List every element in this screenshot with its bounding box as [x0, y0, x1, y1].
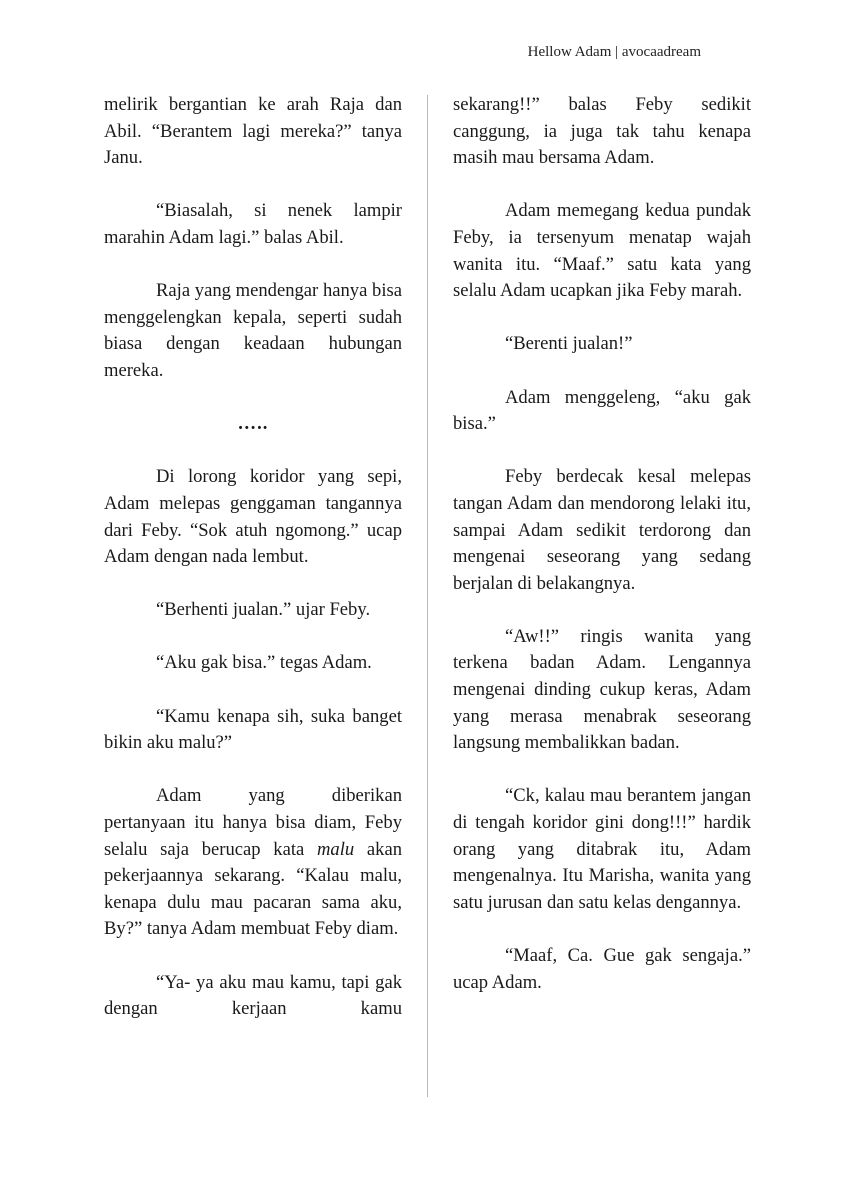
paragraph-text: akan pekerjaannya sekarang. “Kalau malu, kenapa dulu mau pacaran sama aku, By?” tanya Adam membuat Feby diam. — [104, 838, 402, 940]
scene-break: ….. — [237, 413, 269, 435]
paragraph: Di lorong koridor yang sepi, Adam melepas genggaman tangannya dari Feby. “Sok atuh ngomong.” ucap Adam dengan nada lembut. — [104, 466, 402, 568]
paragraph: “Ya- ya aku mau kamu, tapi gak dengan kerjaan kamu — [104, 971, 402, 1020]
paragraph: “Biasalah, si nenek lampir marahin Adam lagi.” balas Abil. — [104, 200, 402, 248]
column-divider — [427, 95, 428, 1097]
paragraph: “Berhenti jualan.” ujar Feby. — [156, 599, 371, 621]
paragraph: “Kamu kenapa sih, suka banget bikin aku malu?” — [104, 705, 402, 754]
paragraph: Raja yang mendengar hanya bisa menggelengkan kepala, seperti sudah biasa dengan keadaan hubungan mereka. — [104, 280, 402, 381]
paragraph: Feby berdecak kesal melepas tangan Adam dan mendorong lelaki itu, sampai Adam sedikit terdorong dan mengenai seseorang yang sedang berjalan di belakangnya. — [453, 466, 751, 594]
paragraph-text: Adam yang diberikan pertanyaan itu hanya bisa diam, Feby selalu saja berucap kata — [104, 785, 402, 860]
paragraph: melirik bergantian ke arah Raja dan Abil. “Berantem lagi mereka?” tanya Janu. — [104, 94, 402, 169]
paragraph: “Aw!!” ringis wanita yang terkena badan Adam. Lengannya mengenai dinding cukup keras, Adam yang merasa menabrak seseorang langsung membalikkan badan. — [453, 625, 751, 754]
right-column — [453, 92, 751, 996]
paragraph: Adam memegang kedua pundak Feby, ia tersenyum menatap wajah wanita itu. “Maaf.” satu kata yang selalu Adam ucapkan jika Feby marah. — [453, 200, 751, 302]
italic-word: malu — [316, 838, 355, 860]
paragraph: Adam menggeleng, “aku gak bisa.” — [453, 386, 751, 435]
page-header: Hellow Adam | avocaadream — [527, 44, 701, 60]
paragraph: “Maaf, Ca. Gue gak sengaja.” ucap Adam. — [453, 945, 751, 993]
paragraph: sekarang!!” balas Feby sedikit canggung, ia juga tak tahu kenapa masih mau bersama Adam. — [453, 94, 751, 169]
paragraph: “Aku gak bisa.” tegas Adam. — [156, 652, 372, 674]
left-column — [104, 92, 402, 1023]
paragraph — [104, 783, 402, 943]
paragraph: “Ck, kalau mau berantem jangan di tengah koridor gini dong!!!” hardik orang yang ditabrak itu, Adam mengenalnya. Itu Marisha, wanita yang satu jurusan dan satu kelas dengannya. — [453, 785, 751, 913]
paragraph: “Berenti jualan!” — [505, 333, 633, 355]
